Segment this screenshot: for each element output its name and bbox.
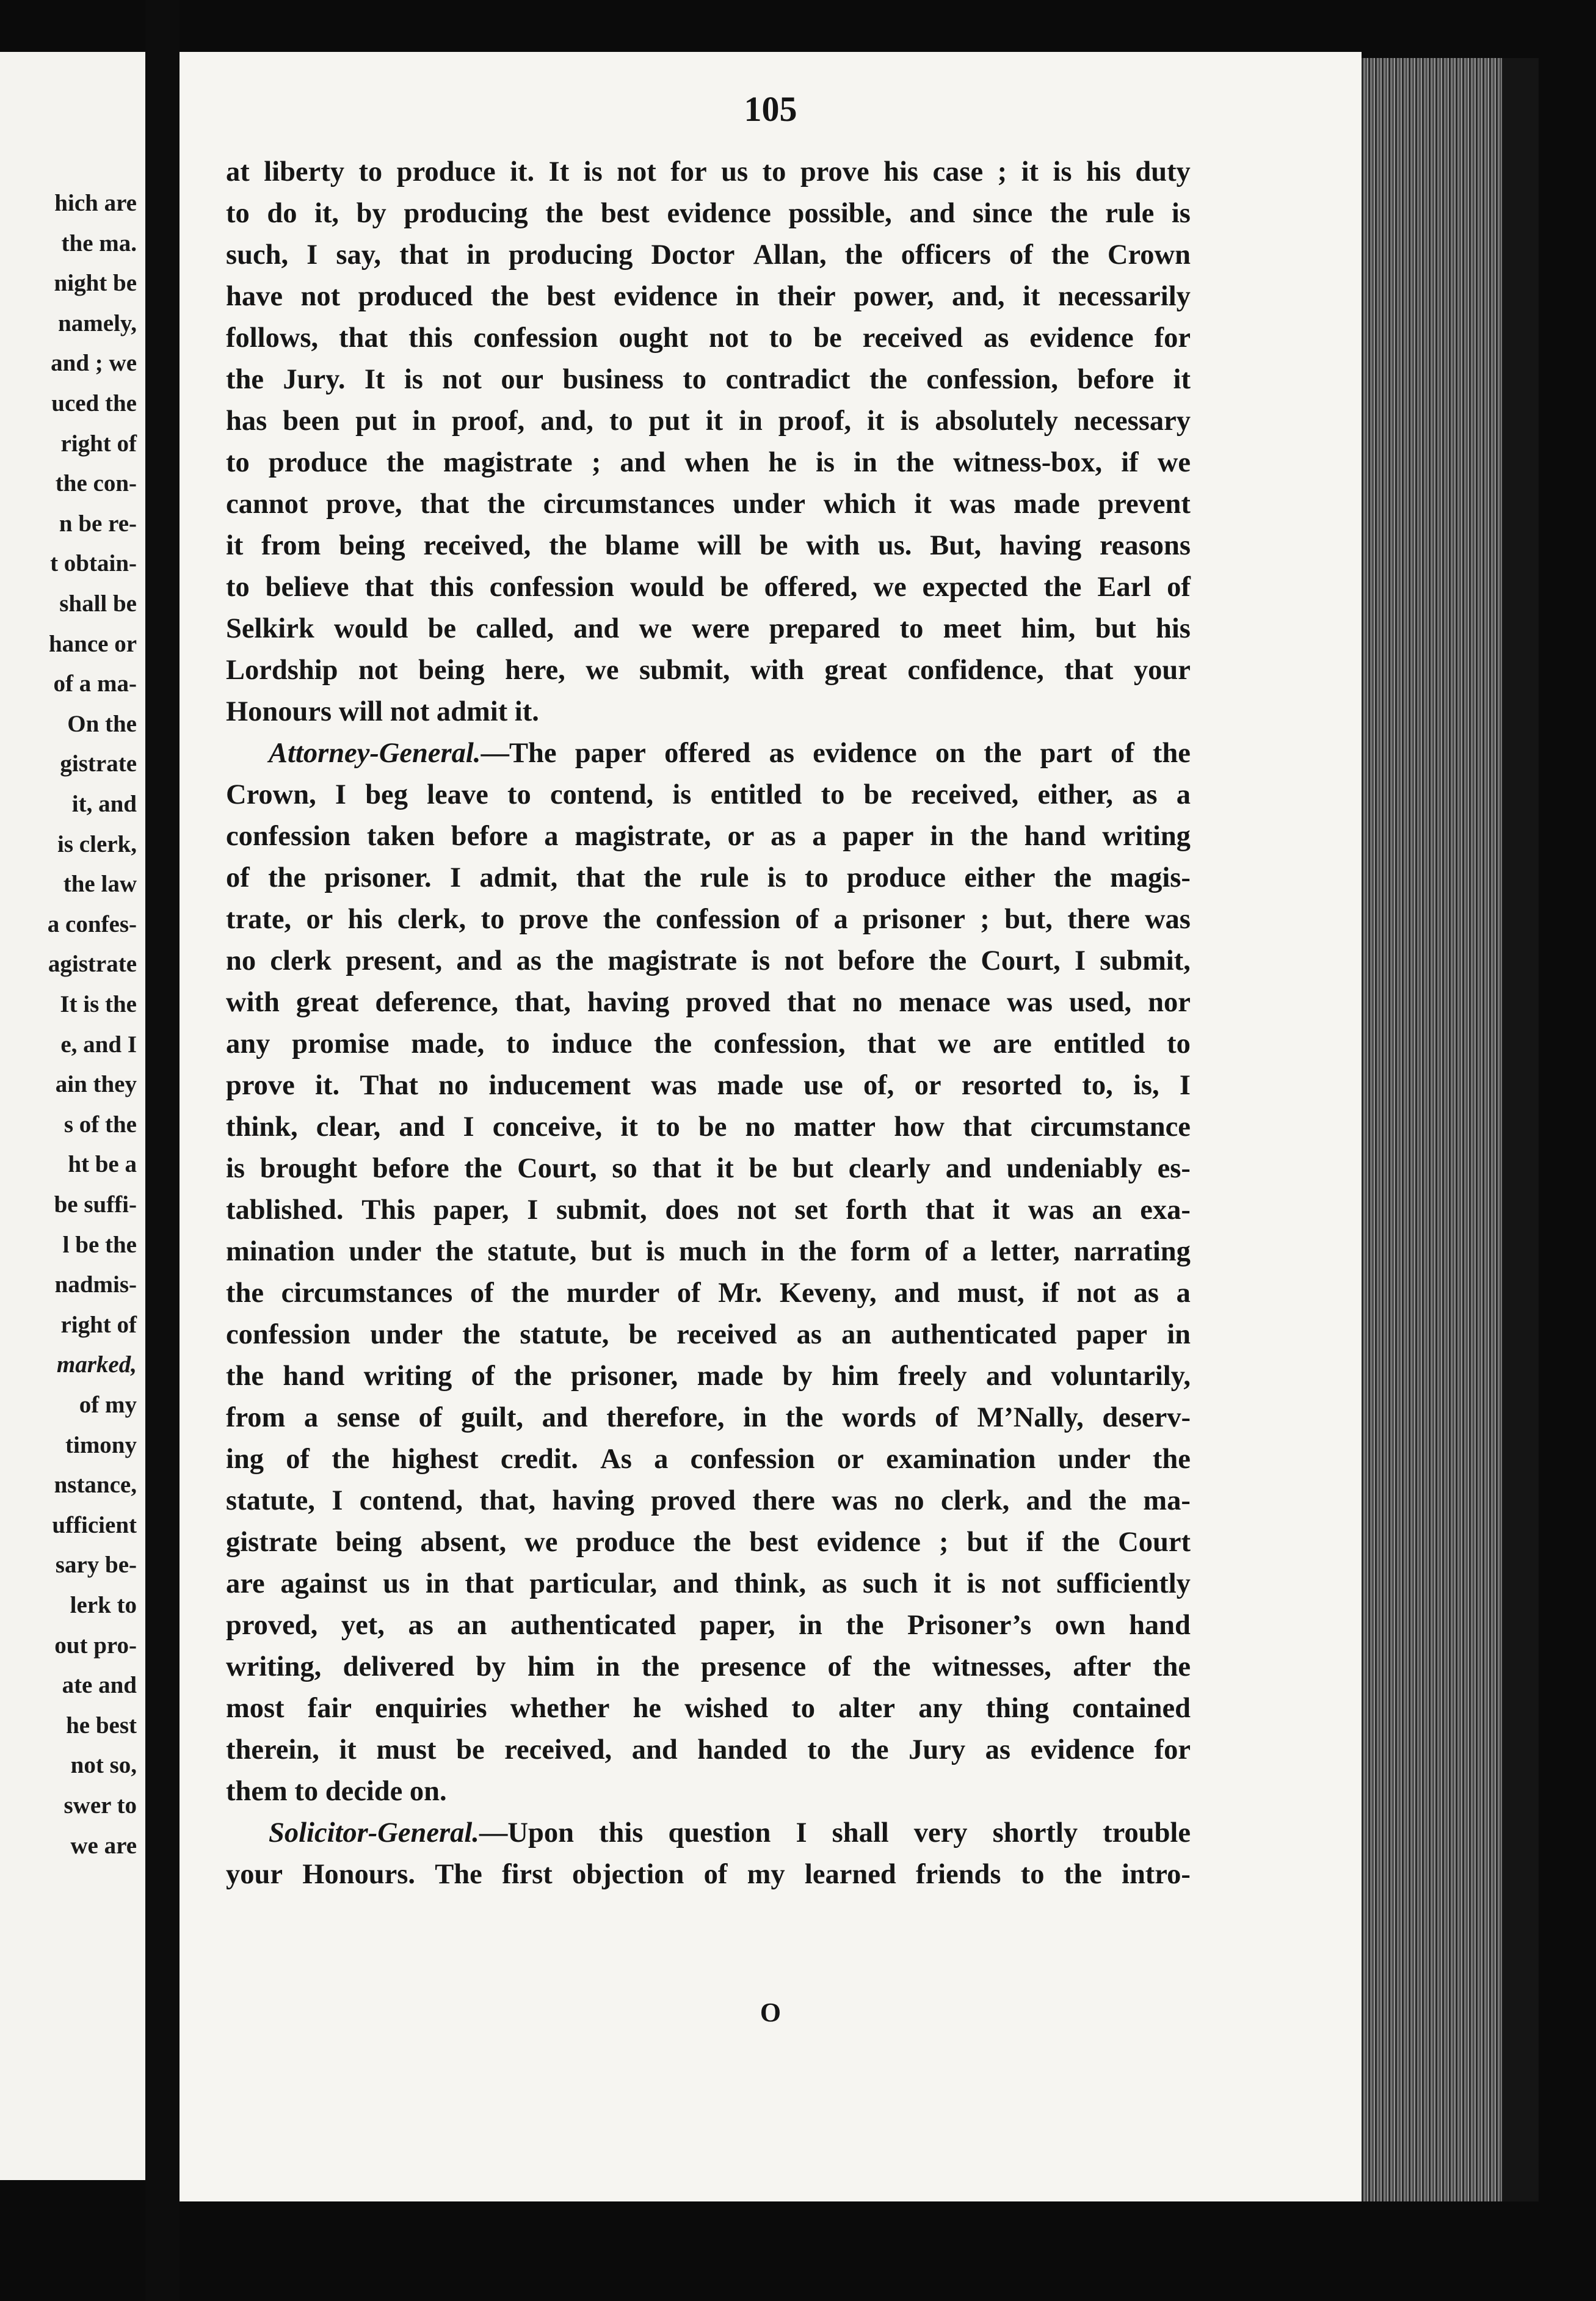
text-line: to believe that this confession would be offered, we expected the Earl of bbox=[226, 572, 1191, 603]
text-line: ing of the highest credit. As a confession or examination under the bbox=[226, 1444, 1191, 1475]
facing-page-line: agistrate bbox=[48, 951, 137, 978]
text-line: think, clear, and I conceive, it to be no matter how that circumstance bbox=[226, 1111, 1191, 1143]
signature-mark: O bbox=[760, 1997, 782, 2027]
text-line: mination under the statute, but is much in the form of a letter, narrating bbox=[226, 1236, 1191, 1267]
facing-page-line: of my bbox=[79, 1392, 137, 1418]
facing-page-line: a confes- bbox=[47, 911, 137, 937]
facing-page-line: swer to bbox=[63, 1792, 137, 1819]
text-line: confession taken before a magistrate, or as a paper in the hand writing bbox=[226, 821, 1191, 852]
text-line: such, I say, that in producing Doctor Allan, the officers of the Crown bbox=[226, 239, 1191, 271]
text-line: writing, delivered by him in the presence of the witnesses, after the bbox=[226, 1651, 1191, 1682]
facing-page-line: night be bbox=[54, 270, 137, 297]
facing-page-line: the ma. bbox=[61, 230, 137, 256]
facing-page-line: ate and bbox=[62, 1672, 137, 1699]
text-line: to produce the magistrate ; and when he is in the witness-box, if we bbox=[226, 447, 1191, 478]
text-line: Selkirk would be called, and we were prepared to meet him, but his bbox=[226, 613, 1191, 644]
facing-page-line: the con- bbox=[55, 470, 137, 497]
facing-page-line: right of bbox=[60, 430, 137, 457]
text-line: Honours will not admit it. bbox=[226, 696, 539, 727]
text-line: at liberty to produce it. It is not for us to prove his case ; it is his duty bbox=[226, 156, 1191, 187]
text-line: any promise made, to induce the confession, that we are entitled to bbox=[226, 1028, 1191, 1060]
facing-page-line: l be the bbox=[62, 1231, 137, 1258]
facing-page-line: nadmis- bbox=[54, 1271, 137, 1298]
page-number: 105 bbox=[744, 89, 797, 129]
text-line: of the prisoner. I admit, that the rule is to produce either the magis- bbox=[226, 862, 1191, 893]
facing-page-line: right of bbox=[60, 1311, 137, 1338]
text-line: has been put in proof, and, to put it in proof, it is absolutely necessary bbox=[226, 405, 1191, 437]
facing-page-line: timony bbox=[65, 1431, 137, 1458]
facing-page-line: we are bbox=[70, 1832, 137, 1859]
facing-page-line: On the bbox=[67, 710, 137, 737]
facing-page-line: out pro- bbox=[54, 1632, 137, 1659]
text-line: confession under the statute, be received as an authenticated paper in bbox=[226, 1319, 1191, 1350]
facing-page-line: uced the bbox=[51, 390, 137, 416]
facing-page-line: it, and bbox=[71, 791, 137, 817]
text-line: the Jury. It is not our business to contradict the confession, before it bbox=[226, 364, 1191, 395]
text-line: no clerk present, and as the magistrate is not before the Court, I submit, bbox=[226, 945, 1191, 976]
text-line: are against us in that particular, and think, as such it is not sufficiently bbox=[226, 1568, 1191, 1599]
facing-page-line: is clerk, bbox=[57, 831, 137, 857]
facing-page-line: shall be bbox=[59, 591, 137, 617]
facing-page-line: hance or bbox=[48, 630, 137, 657]
text-line: gistrate being absent, we produce the best evidence ; but if the Court bbox=[226, 1527, 1191, 1558]
body-text bbox=[226, 151, 1191, 1896]
text-line: is brought before the Court, so that it be but clearly and undeniably es- bbox=[226, 1153, 1191, 1184]
facing-page-line: n be re- bbox=[59, 510, 137, 537]
text-line: from a sense of guilt, and therefore, in the words of M’Nally, deserv- bbox=[226, 1402, 1191, 1433]
facing-page-line: marked, bbox=[56, 1351, 137, 1378]
facing-page-line: sary be- bbox=[55, 1552, 137, 1579]
text-line: tablished. This paper, I submit, does not set forth that it was an exa- bbox=[226, 1194, 1191, 1226]
text-line: your Honours. The first objection of my learned friends to the intro- bbox=[226, 1859, 1191, 1890]
text-line: follows, that this confession ought not to be received as evidence for bbox=[226, 322, 1191, 354]
facing-page-line: he best bbox=[66, 1712, 137, 1739]
facing-page-line: e, and I bbox=[60, 1031, 137, 1058]
facing-page-line: ht be a bbox=[68, 1151, 137, 1178]
page-edges bbox=[1362, 58, 1539, 2201]
text-line: most fair enquiries whether he wished to alter any thing contained bbox=[226, 1693, 1191, 1724]
facing-page-line: be suffi- bbox=[54, 1191, 137, 1218]
text-line: Lordship not being here, we submit, with great confidence, that your bbox=[226, 655, 1191, 686]
text-line: have not produced the best evidence in their power, and, it necessarily bbox=[226, 281, 1191, 312]
facing-page-fragment bbox=[0, 52, 145, 2180]
book-gutter bbox=[145, 0, 180, 2301]
facing-page-line: nstance, bbox=[54, 1472, 137, 1499]
facing-page-line: lerk to bbox=[70, 1592, 137, 1618]
text-line: to do it, by producing the best evidence possible, and since the rule is bbox=[226, 198, 1191, 229]
facing-page-line: s of the bbox=[63, 1111, 137, 1138]
book-page bbox=[180, 52, 1362, 2201]
text-line: them to decide on. bbox=[226, 1776, 447, 1807]
facing-page-line: of a ma- bbox=[53, 671, 137, 697]
facing-page-line: the law bbox=[63, 871, 137, 898]
facing-page-line: and ; we bbox=[51, 350, 137, 377]
text-line: statute, I contend, that, having proved there was no clerk, and the ma- bbox=[226, 1485, 1191, 1516]
facing-page-line: It is the bbox=[60, 991, 137, 1017]
text-line: cannot prove, that the circumstances under which it was made prevent bbox=[226, 489, 1191, 520]
facing-page-line: t obtain- bbox=[50, 550, 137, 577]
text-line: the hand writing of the prisoner, made by him freely and voluntarily, bbox=[226, 1361, 1191, 1392]
text-line: proved, yet, as an authenticated paper, in the Prisoner’s own hand bbox=[226, 1610, 1191, 1641]
text-line: Attorney-General.—The paper offered as evidence on the part of the bbox=[269, 738, 1191, 769]
facing-page-line: hich are bbox=[54, 190, 137, 216]
text-line: Solicitor-General.—Upon this question I shall very shortly trouble bbox=[269, 1817, 1191, 1848]
facing-page-line: gistrate bbox=[60, 751, 137, 777]
text-line: it from being received, the blame will be with us. But, having reasons bbox=[226, 530, 1191, 561]
text-line: the circumstances of the murder of Mr. Keveny, and must, if not as a bbox=[226, 1278, 1191, 1309]
text-line: Crown, I beg leave to contend, is entitled to be received, either, as a bbox=[226, 779, 1191, 810]
text-line: therein, it must be received, and handed to the Jury as evidence for bbox=[226, 1734, 1191, 1765]
text-line: prove it. That no inducement was made use of, or resorted to, is, I bbox=[226, 1070, 1191, 1101]
facing-page-line: ain they bbox=[55, 1071, 137, 1098]
facing-page-line: namely, bbox=[58, 310, 137, 336]
text-line: with great deference, that, having proved that no menace was used, nor bbox=[226, 987, 1191, 1018]
facing-page-line: ufficient bbox=[52, 1511, 137, 1538]
facing-page-line: not so, bbox=[70, 1752, 137, 1779]
text-line: trate, or his clerk, to prove the confession of a prisoner ; but, there was bbox=[226, 904, 1191, 935]
